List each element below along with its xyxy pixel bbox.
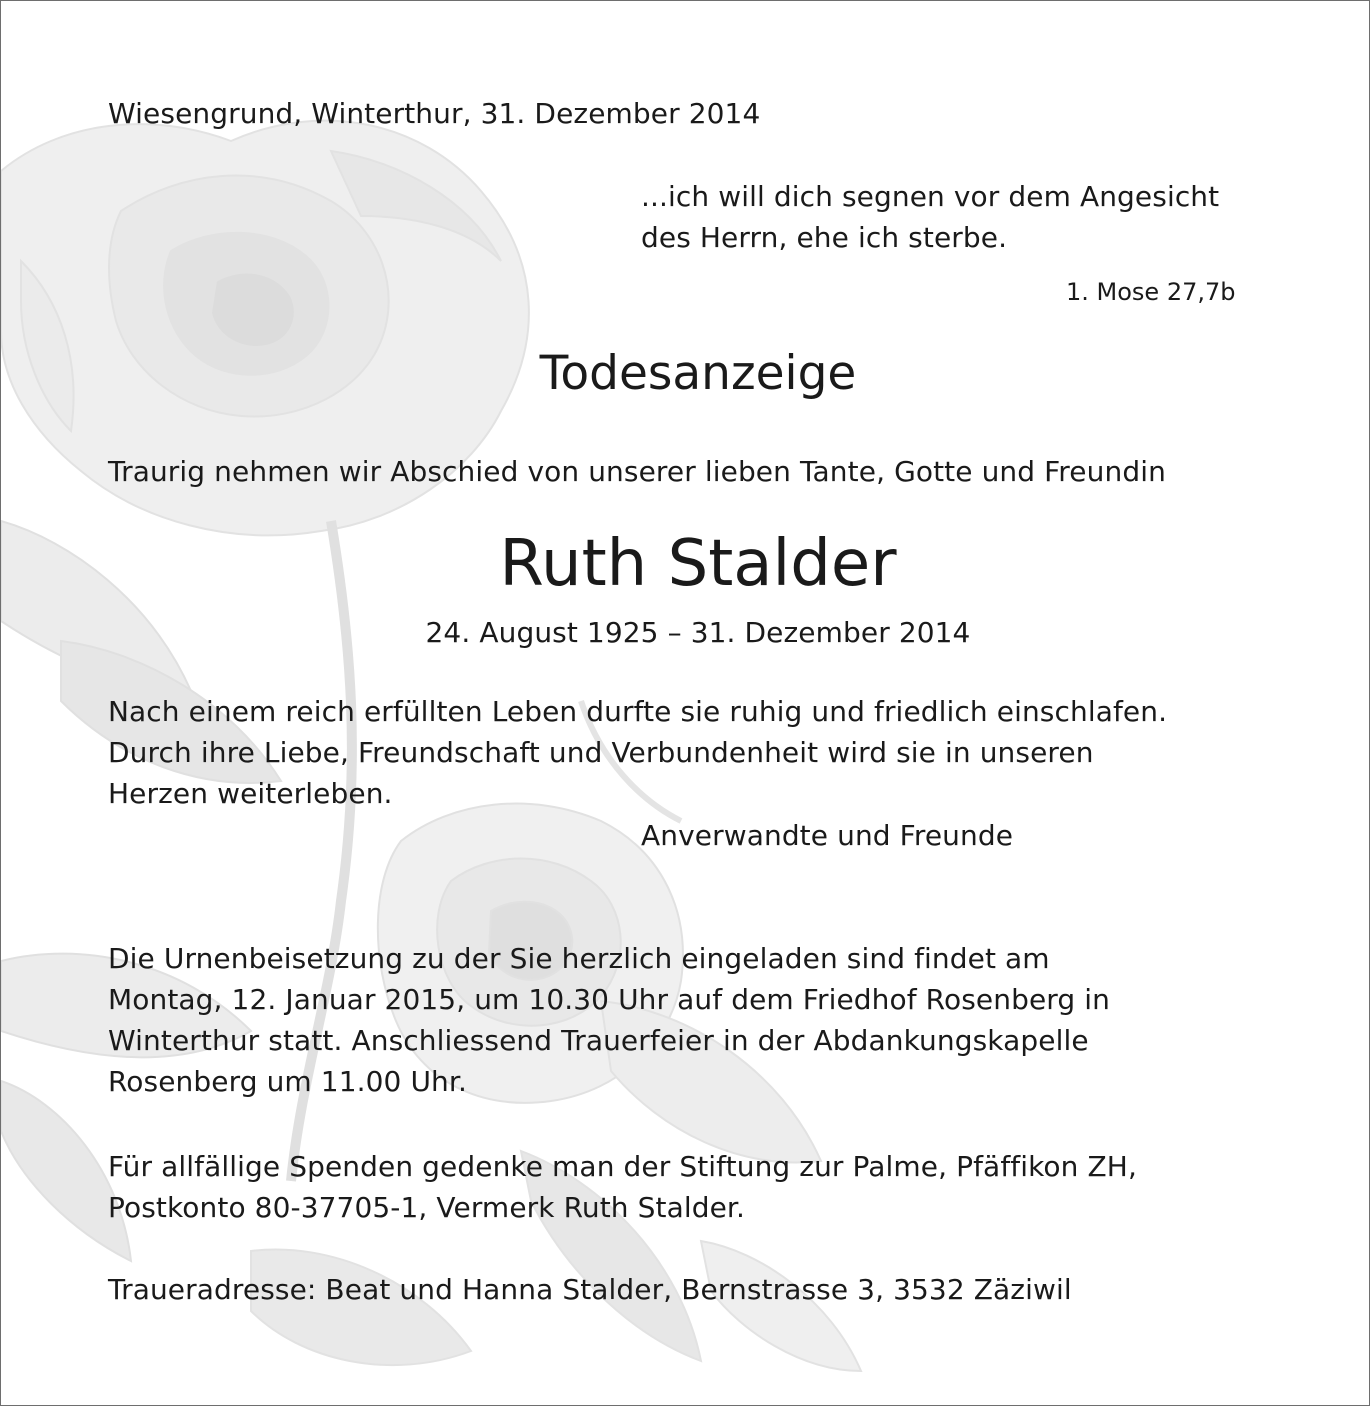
ceremony-line: Die Urnenbeisetzung zu der Sie herzlich eingeladen sind findet am xyxy=(108,942,1050,975)
tribute-paragraph xyxy=(108,691,1167,814)
mourning-address: Traueradresse: Beat und Hanna Stalder, Bernstrasse 3, 3532 Zäziwil xyxy=(108,1273,1072,1306)
tribute-line: Durch ihre Liebe, Freundschaft und Verbundenheit wird sie in unseren xyxy=(108,736,1094,769)
donation-line: Für allfällige Spenden gedenke man der Stiftung zur Palme, Pfäffikon ZH, xyxy=(108,1150,1137,1183)
tribute-line: Herzen weiterleben. xyxy=(108,777,393,810)
bible-verse-line: ...ich will dich segnen vor dem Angesicht xyxy=(641,180,1220,213)
donation-line: Postkonto 80-37705-1, Vermerk Ruth Stalder. xyxy=(108,1191,745,1224)
page-title: Todesanzeige xyxy=(539,346,857,401)
signoff: Anverwandte und Freunde xyxy=(641,819,1014,852)
life-dates: 24. August 1925 – 31. Dezember 2014 xyxy=(425,616,971,649)
bible-verse xyxy=(641,176,1219,258)
bible-verse-reference: 1. Mose 27,7b xyxy=(1066,278,1236,306)
tribute-line: Nach einem reich erfüllten Leben durfte sie ruhig und friedlich einschlafen. xyxy=(108,695,1168,728)
bible-verse-line: des Herrn, ehe ich sterbe. xyxy=(641,221,1008,254)
place-and-date: Wiesengrund, Winterthur, 31. Dezember 2014 xyxy=(108,97,761,130)
deceased-name: Ruth Stalder xyxy=(499,527,897,601)
ceremony-line: Montag, 12. Januar 2015, um 10.30 Uhr auf dem Friedhof Rosenberg in xyxy=(108,983,1110,1016)
ceremony-paragraph xyxy=(108,938,1110,1102)
intro-sentence: Traurig nehmen wir Abschied von unserer lieben Tante, Gotte und Freundin xyxy=(108,455,1166,488)
ceremony-line: Rosenberg um 11.00 Uhr. xyxy=(108,1065,467,1098)
ceremony-line: Winterthur statt. Anschliessend Trauerfeier in der Abdankungskapelle xyxy=(108,1024,1089,1057)
donation-paragraph xyxy=(108,1146,1137,1228)
